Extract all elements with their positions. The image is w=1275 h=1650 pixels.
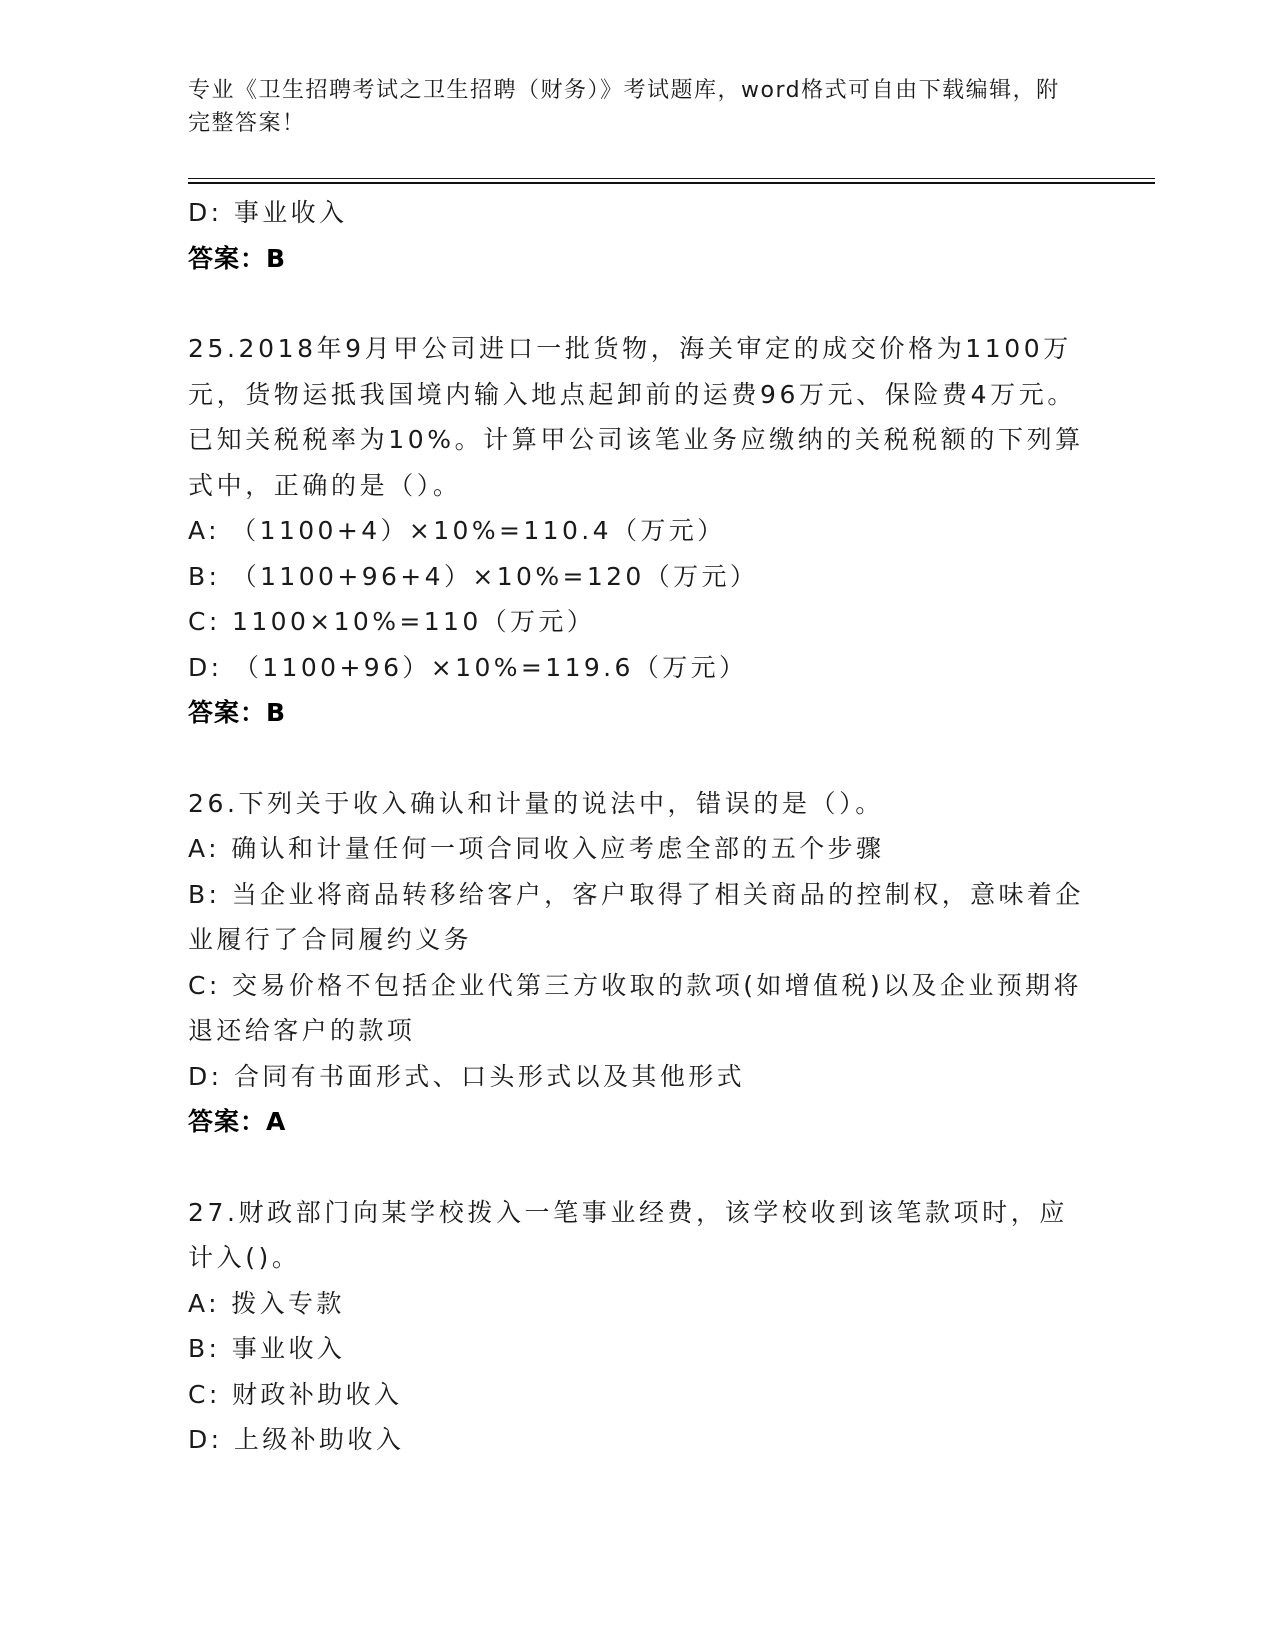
question-stem: 25.2018年9月甲公司进口一批货物，海关审定的成交价格为1100万元，货物运抵我国境内输入地点起卸前的运费96万元、保险费4万元。已知关税税率为10%。计算甲公司该笔业务应缴纳的关税税额的下列算式中，正确的是（）。 xyxy=(188,334,1084,500)
option-d: D: （1100+96）×10%=119.6（万元） xyxy=(188,652,748,682)
question-list xyxy=(188,190,1088,1463)
spacer xyxy=(188,1145,1088,1190)
option-c: C: 财政补助收入 xyxy=(188,1379,403,1409)
spacer xyxy=(188,281,1088,326)
option-b: B: 当企业将商品转移给客户，客户取得了相关商品的控制权，意味着企业履行了合同履约义务 xyxy=(188,879,1084,954)
option-b: B: （1100+96+4）×10%=120（万元） xyxy=(188,561,759,591)
option-c: C: 1100×10%=110（万元） xyxy=(188,607,596,636)
option-d: D: 合同有书面形式、口头形式以及其他形式 xyxy=(188,1061,746,1091)
question-24-tail xyxy=(188,190,1088,281)
option-d: D: 上级补助收入 xyxy=(188,1425,405,1454)
answer-label: 答案：B xyxy=(188,243,287,273)
answer-label: 答案：A xyxy=(188,1107,287,1136)
option-d: D: 事业收入 xyxy=(188,198,348,227)
question-26 xyxy=(188,781,1088,1145)
option-b: B: 事业收入 xyxy=(188,1334,346,1363)
option-a: A: 拨入专款 xyxy=(188,1288,345,1318)
question-25 xyxy=(188,326,1088,736)
option-a: A: 确认和计量任何一项合同收入应考虑全部的五个步骤 xyxy=(188,834,885,863)
question-27 xyxy=(188,1190,1088,1463)
header-divider-thick xyxy=(188,182,1155,184)
option-a: A: （1100+4）×10%=110.4（万元） xyxy=(188,516,726,545)
document-header: 专业《卫生招聘考试之卫生招聘（财务）》考试题库，word格式可自由下载编辑，附完整答案！ xyxy=(188,78,1060,136)
question-stem: 27.财政部门向某学校拨入一笔事业经费，该学校收到该笔款项时，应计入()。 xyxy=(188,1197,1068,1272)
question-stem: 26.下列关于收入确认和计量的说法中，错误的是（）。 xyxy=(188,788,884,818)
option-c: C: 交易价格不包括企业代第三方收取的款项(如增值税)以及企业预期将退还给客户的款项 xyxy=(188,970,1082,1045)
spacer xyxy=(188,736,1088,781)
header-divider-thin xyxy=(188,178,1155,179)
answer-label: 答案：B xyxy=(188,698,287,727)
